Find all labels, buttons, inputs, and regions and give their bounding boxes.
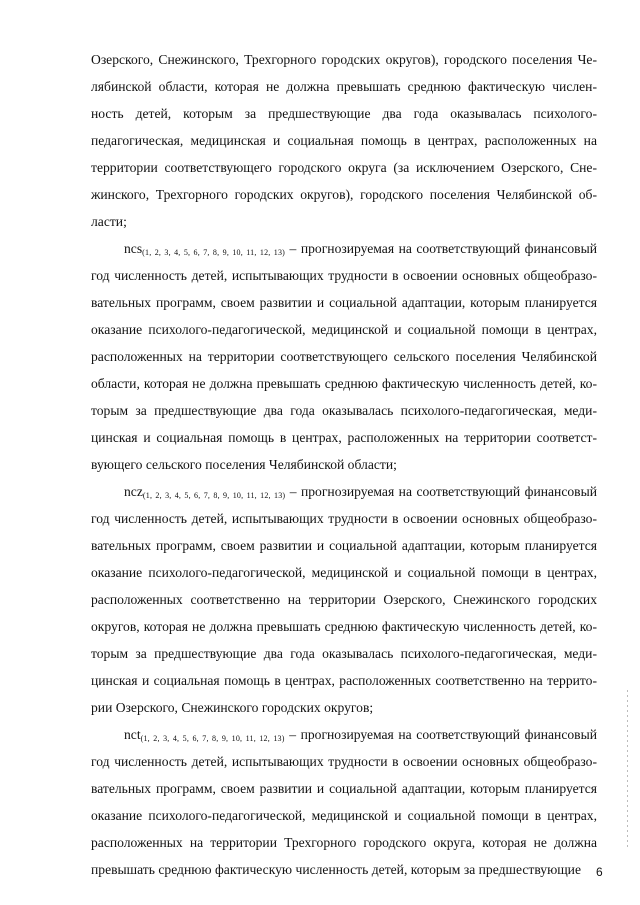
definition-heading-ncz <box>124 483 597 505</box>
text-line: рии Озерского, Снежинского городских округов; <box>91 700 374 715</box>
definition-heading-nct <box>124 726 597 748</box>
text-line: торым за предшествующие два года оказывалась психолого-педагогическая, меди- <box>91 646 597 661</box>
text-line: вательных программ, своем развитии и социальной адаптации, которым планируется <box>91 295 597 310</box>
text-line: расположенных на территории соответствующего сельского поселения Челябинской <box>91 349 597 364</box>
scan-edge-mark <box>627 690 628 850</box>
definition-text: – прогнозируемая на соответствующий финансовый <box>284 727 597 742</box>
definition-heading-ncs <box>124 240 597 262</box>
text-line: год численность детей, испытывающих трудности в освоении основных общеобразо- <box>91 268 597 283</box>
text-line: оказание психолого-педагогической, медицинской и социальной помощи в центрах, <box>91 565 597 580</box>
text-line: вующего сельского поселения Челябинской области; <box>91 457 397 472</box>
formula-symbol: ncs <box>124 241 143 256</box>
formula-subscript: (1, 2, 3, 4, 5, 6, 7, 8, 9, 10, 11, 12, 13) <box>140 734 285 743</box>
text-line: округов, которая не должна превышать среднюю фактическую численность детей, ко- <box>91 619 597 634</box>
text-line: оказание психолого-педагогической, медицинской и социальной помощи в центрах, <box>91 322 597 337</box>
text-line: области, которая не должна превышать среднюю фактическую численность детей, ко- <box>91 376 597 391</box>
text-line: вательных программ, своем развитии и социальной адаптации, которым планируется <box>91 781 597 796</box>
text-line: превышать среднюю фактическую численность детей, которым за предшествующие <box>91 862 581 877</box>
text-line: территории соответствующего городского округа (за исключением Озерского, Сне- <box>91 160 597 175</box>
text-line: вательных программ, своем развитии и социальной адаптации, которым планируется <box>91 538 597 553</box>
text-line: оказание психолого-педагогической, медицинской и социальной помощи в центрах, <box>91 808 597 823</box>
text-line: торым за предшествующие два года оказывалась психолого-педагогическая, меди- <box>91 403 597 418</box>
text-line: педагогическая, медицинская и социальная помощь в центрах, расположенных на <box>91 133 597 148</box>
text-line: ласти; <box>91 214 127 229</box>
formula-subscript: (1, 2, 3, 4, 5, 6, 7, 8, 9, 10, 11, 12, 13) <box>142 248 286 257</box>
text-line: цинская и социальная помощь в центрах, расположенных соответственно на террито- <box>91 673 597 688</box>
text-line: год численность детей, испытывающих трудности в освоении основных общеобразо- <box>91 511 597 526</box>
text-line: расположенных на территории Трехгорного городского округа, которая не должна <box>91 835 597 850</box>
formula-subscript: (1, 2, 3, 4, 5, 6, 7, 8, 9, 10, 11, 12, 13) <box>142 491 286 500</box>
text-line: год численность детей, испытывающих трудности в освоении основных общеобразо- <box>91 754 597 769</box>
text-line: жинского, Трехгорного городских округов), городского поселения Челябинской об- <box>91 187 597 202</box>
formula-symbol: ncz <box>124 484 143 499</box>
definition-text: – прогнозируемая на соответствующий финансовый <box>285 484 597 499</box>
text-line: расположенных соответственно на территории Озерского, Снежинского городских <box>91 592 597 607</box>
text-line: ность детей, которым за предшествующие два года оказывалась психолого- <box>91 106 597 121</box>
definition-text: – прогнозируемая на соответствующий финансовый <box>285 241 597 256</box>
page-number: 6 <box>596 865 603 879</box>
text-line: лябинской области, которая не должна превышать среднюю фактическую числен- <box>91 79 597 94</box>
text-line: цинская и социальная помощь в центрах, расположенных на территории соответст- <box>91 430 597 445</box>
formula-symbol: nct <box>124 727 141 742</box>
text-line: Озерского, Снежинского, Трехгорного городских округов), городского поселения Че- <box>91 52 597 67</box>
